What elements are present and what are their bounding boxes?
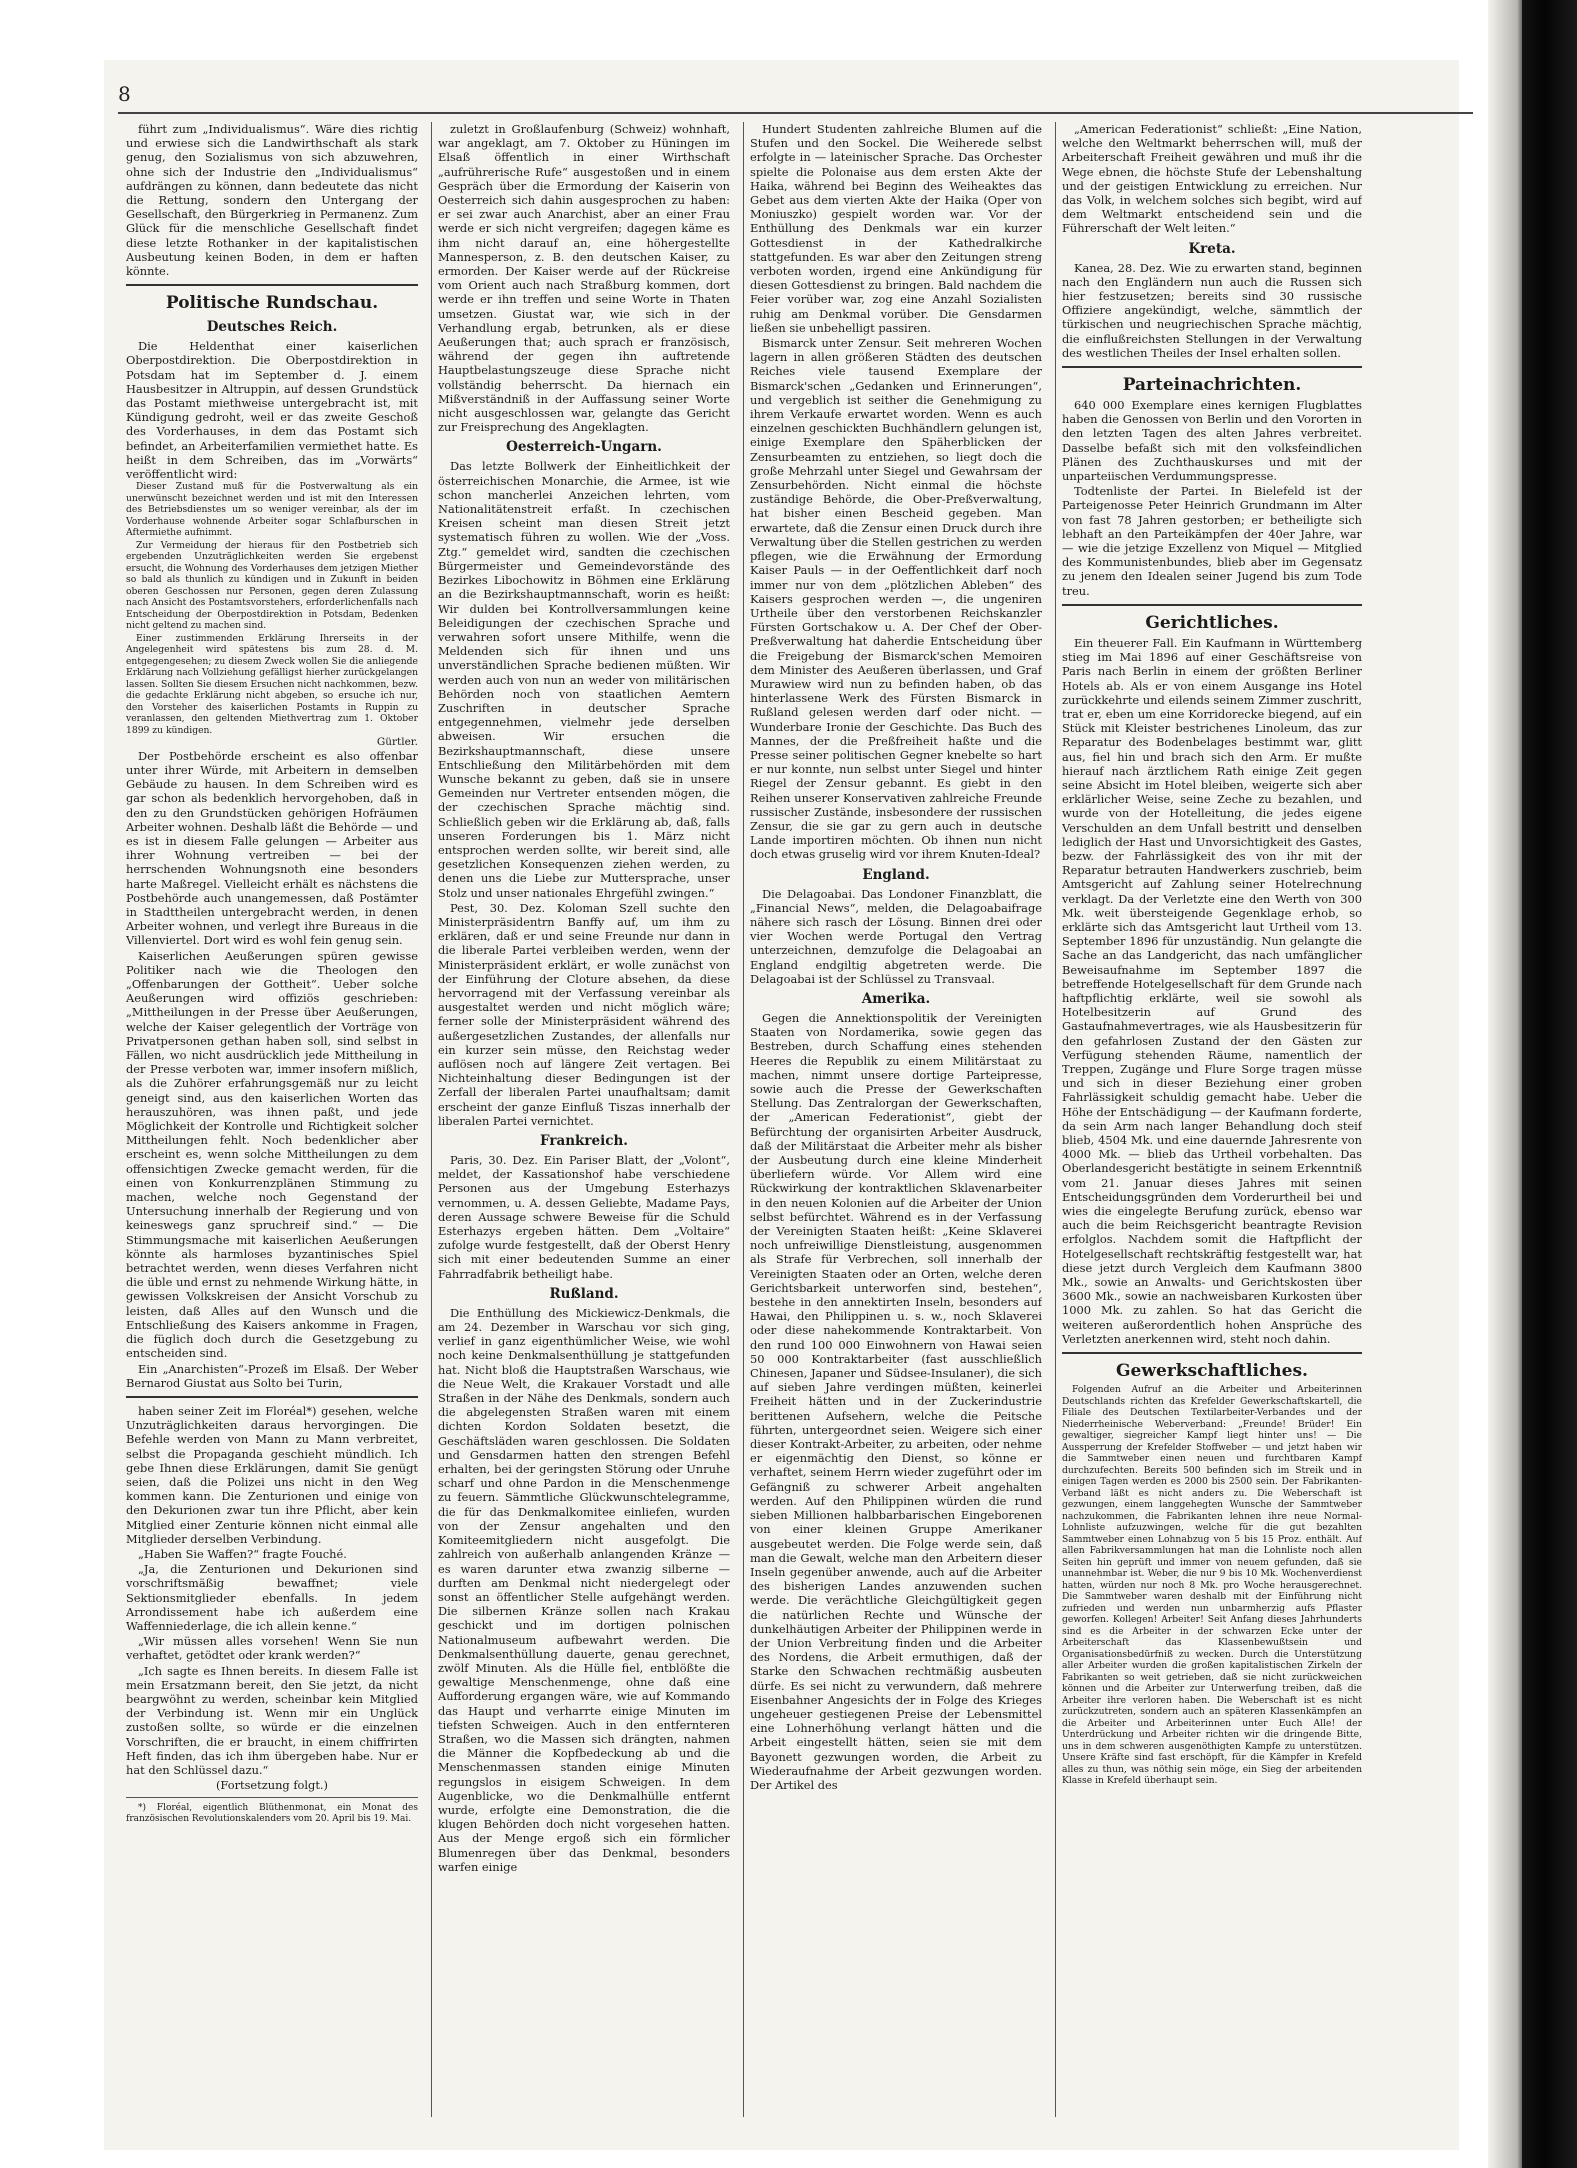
appeal-text-block xyxy=(1062,1384,1362,1787)
continuation-note: (Fortsetzung folgt.) xyxy=(215,1778,328,1793)
section-divider xyxy=(1062,604,1362,606)
article-text: Kanea, 28. Dez. Wie zu erwarten stand, beginnen nach den Engländern nun auch die Russen sich hier festzusetzen; bereits sind 30 russische Offiziere angekündigt, welche, sämmtlich der türkischen und neugriechischen Sprache mächtig, die einflußreichsten Stellungen in der Verwaltung des westlichen Theiles der Insel erhalten sollen. xyxy=(1062,260,1362,360)
article-text: Pest, 30. Dez. Koloman Szell suchte den Ministerpräsidentrn Banffy auf, um ihm zu erklären, daß er und seine Freunde nur dann in die liberale Partei verbleiben werden, wenn der Ministerpräsident erklärt, er wolle zunächst von der Einführung der Cloture absehen, da diese hervorragend mit der Verfassung vereinbar als ausgestaltet werden und nicht möglich wäre; ferner solle der Ministerpräsident während des außergesetzlichen Zustandes, der allenfalls nur ein kurzer sein müsse, den Reichstag weder auflösen noch auf längere Zeit vertagen. Bei Nichteinhaltung dieser Bedingungen ist der Zerfall der liberalen Partei unaufhaltsam; damit erscheint der ganze Einfluß Tiszas innerhalb der liberalen Partei vernichtet. xyxy=(438,900,730,1128)
section-divider xyxy=(1062,366,1362,368)
article-text: Die Heldenthat einer kaiserlichen Oberpostdirektion. Die Oberpostdirektion in Potsdam hat im September d. J. einem Hausbesitzer in Altruppin, auf dessen Grundstück das Postamt miethweise untergebracht ist, mit Kündigung gedroht, weil er das zweite Geschoß des Vorderhauses, in dem das Postamt sich befindet, an Arbeiterfamilien vermiethet hatte. Es heißt in dem Schreiben, das im „Vorwärts“ veröffentlicht wird: xyxy=(126,339,418,482)
article-text: Hundert Studenten zahlreiche Blumen auf die Stufen und den Sockel. Die Weiherede selbst erfolgte in — lateinischer Sprache. Das Orchester spielte die Polonaise aus dem ersten Akte der Haika, während bei Beginn des Weiheaktes das Gebet aus dem vierten Akte der Haika (Oper von Moniuszko) gespielt worden war. Vor der Enthüllung des Denkmals war ein kurzer Gottesdienst in der Kathedralkirche stattgefunden. Es war aber den Zeitungen streng verboten worden, irgend eine Ankündigung für diesen Gottesdienst zu bringen. Bald nachdem die Feier vorüber war, zog eine Anzahl Sozialisten ruhig am Denkmal vorüber. Die Gensdarmen ließen sie unbehelligt passiren. xyxy=(750,122,1042,335)
column-2 xyxy=(438,122,730,2132)
page-number: 8 xyxy=(118,82,131,106)
article-text: Die Enthüllung des Mickiewicz-Denkmals, die am 24. Dezember in Warschau vor sich ging, verlief in ganz eigenthümlicher Weise, wie wohl noch keine Denkmalsenthüllung je stattgefunden hat. Nicht bloß die Hauptstraßen Warschaus, wie die Neue Welt, die Krakauer Vorstadt und alle Straßen in der Nähe des Denkmals, sondern auch die abgelegensten Straßen waren mit einem dichten Kordon Soldaten besetzt, die Geschäftsläden waren geschlossen. Die Soldaten und Gensdarmen hatten den strengen Befehl erhalten, bei der geringsten Störung oder Unruhe scharf und ohne Pardon in die Menschenmenge zu feuern. Sämmtliche Glückwunschtelegramme, die für das Denkmalkomitee einliefen, wurden von der Zensur angehalten und den Komiteemitgliedern nicht ausgefolgt. Die zahlreich von außerhalb anlangenden Kränze — es waren darunter etwa zwanzig silberne — durften am Denkmal nicht niedergelegt oder sonst an öffentlicher Stelle aufgehängt werden. Die silbernen Kränze sollen nach Krakau geschickt und im dortigen polnischen Nationalmuseum aufbewahrt werden. Die Denkmalsenthüllung dauerte, genau gerechnet, zwölf Minuten. Als die Hülle fiel, entblößte die gewaltige Menschenmenge, ohne daß eine Aufforderung ergangen wäre, wie auf Kommando das Haupt und verharrte einige Minuten im tiefsten Schweigen. Auch in den entfernteren Straßen, wo die Massen sich drängten, nahmen die Männer die Kopfbedeckung ab und die Menschenmassen standen einige Minuten regungslos in eisigem Schweigen. In dem Augenblicke, wo die Denkmalhülle entfernt wurde, erfolgte eine Demonstration, die die klugen Behörden doch nicht vorgesehen hatten. Aus der Menge ergoß sich ein förmlicher Blumenregen über das Denkmal, besonders warfen einige xyxy=(438,1305,730,1874)
scan-dark-edge xyxy=(1522,0,1577,2168)
novel-text: „Haben Sie Waffen?“ fragte Fouché. xyxy=(138,1546,347,1561)
novel-text: „Ich sagte es Ihnen bereits. In diesem Falle ist mein Ersatzmann bereit, den Sie jetzt, da nicht beargwöhnt zu werden, scheinbar kein Mitglied der Verbindung ist. Wenn mir ein Unglück zustoßen sollte, so würde er die einzelnen Vorschriften, die er braucht, in einem chiffrirten Heft finden, das ich ihm übergeben habe. Nur er hat den Schlüssel dazu.“ xyxy=(126,1663,418,1777)
article-text: 640 000 Exemplare eines kernigen Flugblattes haben die Genossen von Berlin und den Vororten in den letzten Tagen des alten Jahres verbreitet. Dasselbe befaßt sich mit den volksfeindlichen Plänen des Zuchthauskurses und mit der unparteiischen Verdummungspresse. xyxy=(1062,398,1362,484)
article-text: Bismarck unter Zensur. Seit mehreren Wochen lagern in allen größeren Städten des deutschen Reiches viele tausend Exemplare der Bismarck'schen „Gedanken und Erinnerungen“, und vergeblich ist seither die Genehmigung zu ihrem Verkaufe erwartet worden. Wenn es auch einzelnen geschickten Buchhändlern gelungen ist, einige Exemplare den Späherblicken der Zensurbeamten zu entziehen, so liegt doch die große Mehrzahl unter Siegel und Gewahrsam der Zensurbehörden. Nicht einmal die höchste zuständige Behörde, die Ober-Preßverwaltung, hat bisher einen Bescheid gegeben. Man erwartete, daß die Zensur einen Druck durch ihre Verwaltung über die Stellen gestrichen zu werden pflegen, wie die Erwähnung der Ermordung Kaiser Pauls — in der Oeffentlichkeit darf noch immer nur von dem „plötzlichen Ableben“ des Kaisers gesprochen werden —, die ungeniren Urtheile über den verstorbenen Reichskanzler Fürsten Gortschakow u. A. Der Chef der Ober-Preßverwaltung hat daherdie Entscheidung über die Freigebung der Bismarck'schen Memoiren dem Minister des Aeußeren überlassen, und Graf Murawiew wird nun zu befinden haben, ob das hinterlassene Werk des Fürsten Bismarck in Rußland gelesen werden darf oder nicht. — Wunderbare Ironie der Geschichte. Das Buch des Mannes, der die Preßfreiheit haßte und die Presse seiner politischen Gegner knebelte so hart er nur konnte, nun selbst unter Siegel und hinter Riegel der Zensur gebannt. Es giebt in den Reihen unserer Konservativen zahlreiche Freunde russischer Zustände, insbesondere der russischen Zensur, die sie gar zu gern auch in deutsche Lande importiren möchten. Ob ihnen nun nicht doch etwas gruselig wird vor ihrem Knuten-Ideal? xyxy=(750,336,1042,862)
footnote-divider xyxy=(126,1797,418,1798)
quoted-letter xyxy=(126,481,418,749)
subheading-deutsches-reich: Deutsches Reich. xyxy=(206,319,338,336)
subheading-amerika: Amerika. xyxy=(861,990,931,1007)
quoted-text: Einer zustimmenden Erklärung Ihrerseits in der Angelegenheit wird spätestens bis zum 28. d. M. entgegengesehen; zu diesem Zweck wollen Sie die anliegende Erklärung nach Vollziehung gefälligst hierher zurückgelangen lassen. Sollten Sie diesem Ersuchen nicht nachkommen, bezw. die gedachte Erklärung nicht abgeben, so ersuche ich nur, den Vorsteher des kaiserlichen Postamts in Ruppin zu veranlassen, den geltenden Miethvertrag zum 1. Oktober 1899 zu kündigen. xyxy=(126,632,418,736)
article-text: Das letzte Bollwerk der Einheitlichkeit der österreichischen Monarchie, die Armee, ist wie schon mancherlei Anzeichen lehrten, vom Nationalitätenstreit erfaßt. In czechischen Kreisen scheint man diesen Streit jetzt systematisch führen zu wollen. Wie der „Voss. Ztg.“ gemeldet wird, sandten die czechischen Bürgermeister und Gemeindevorstände des Bezirkes Libochowitz in Böhmen eine Erklärung an die Bezirkshauptmannschaft, worin es heißt: Wir dulden bei Kontrollversammlungen keine Beleidigungen der czechischen Sprache und verwahren sofort unsere Mithilfe, wenn die Meldenden sich für ihnen und uns unverständlichen Sprache bedienen müßten. Wir werden auch von nun an weder von militärischen Behörden noch von staatlichen Aemtern Zuschriften in deutscher Sprache entgegennehmen, vielmehr jede derselben abweisen. Wir ersuchen die Bezirkshauptmannschaft, diese unsere Entschließung den Militärbehörden mit dem Wunsche bekannt zu geben, daß sie in unsere Gemeinden nur Vertreter entsenden mögen, die der czechischen Sprache mächtig sind. Schließlich geben wir die Erklärung ab, daß, falls unseren Forderungen bis 1. März nicht entsprochen werden sollte, wir bereit sind, alle gesetzlichen Konsequenzen ziehen werden, zu denen uns die Liebe zur Muttersprache, unser Stolz und unser nationales Ehrgefühl zwingen.“ xyxy=(438,459,730,900)
section-heading-politische-rundschau: Politische Rundschau. xyxy=(165,293,379,314)
quoted-signature: Gürtler. xyxy=(376,736,418,749)
article-text: zuletzt in Großlaufenburg (Schweiz) wohnhaft, war angeklagt, am 7. Oktober zu Hüningen im Elsaß öffentlich in einer Wirthschaft „aufrührerische Rufe“ ausgestoßen und in einem Gespräch über die Ermordung der Kaiserin von Oesterreich sich dahin ausgesprochen zu haben: er sei zwar auch Anarchist, aber an einer Frau werde er sich nicht vergreifen; dagegen käme es ihm nicht darauf an, eine höhergestellte Mannesperson, z. B. den deutschen Kaiser, zu ermorden. Der Kaiser werde auf der Rückreise vom Orient auch nach Straßburg kommen, dort werde er ihn treffen und seine Worte in Thaten umsetzen. Giustat war, wie sich in der Verhandlung ergab, betrunken, als er diese Aeußerungen that; auch sprach er französisch, während der gegen ihn auftretende Hauptbelastungszeuge diese Sprache nicht vollständig beherrscht. Da hiernach ein Mißverständniß in der Auffassung seiner Worte nicht ausgeschlossen war, gelangte das Gericht zur Freisprechung des Angeklagten. xyxy=(438,122,730,435)
section-heading-gerichtliches: Gerichtliches. xyxy=(1145,612,1279,633)
novel-text: „Ja, die Zenturionen und Dekurionen sind vorschriftsmäßig bewaffnet; viele Sektionsmitglieder ebenfalls. In jedem Arrondissement habe ich außerdem eine Waffenniederlage, die ich allein kenne.“ xyxy=(126,1562,418,1633)
subheading-kreta: Kreta. xyxy=(1188,240,1236,257)
appeal-text: Folgenden Aufruf an die Arbeiter und Arbeiterinnen Deutschlands richten das Krefelder Gewerkschaftskartell, die Filiale des Deutschen Textilarbeiter-Verbandes und der Niederrheinische Weberverband: „Freunde! Brüder! Ein gewaltiger, siegreicher Kampf liegt hinter uns! — Die Aussperrung der Krefelder Stoffweber — und jetzt haben wir die Sammtweber einen neuen und furchtbaren Kampf durchzufechten. Bereits 500 befinden sich im Streik und in einigen Tagen werden es 2000 bis 2500 sein. Der Fabrikanten-Verband läßt es nicht anders zu. Die Weberschaft ist gezwungen, einem langgehegten Wunsche der Sammtweber nachzukommen, die Fabrikanten lehnen ihre neue Normal-Lohnliste aufzuzwingen, welche für die gut bezahlten Sammtweber einen Lohnabzug von 5 bis 15 Proz. enthält. Auf allen Fabrikversammlungen hat man die Lohnliste noch allen Seiten hin geprüft und immer von neuem gefunden, daß sie unannehmbar ist. Weber, die nur 9 bis 10 Mk. Wochenverdienst hatten, würden nur noch 8 Mk. pro Woche herausgerechnet. Die Sammtweber waren deshalb mit der Einführung nicht zufrieden und werden nun unbarmherzig aufs Pflaster geworfen. Kollegen! Arbeiter! Seit Anfang dieses Jahrhunderts sind es die Arbeiter in der schwarzen Ecke unter der Arbeiterschaft das Klassenbewußtsein und Organisationsbedürfniß zu wecken. Durch die Unterstützung aller Arbeiter wurden die großen kapitalistischen Zirkeln der Fabrikanten so weit getrieben, daß sie nicht zurückweichen können und die Arbeiter zur Unterwerfung treiben, daß die Arbeiter ihre verloren haben. Die Weberschaft ist es nicht zurückzutreten, sondern auch an späteren Klassenkämpfen an die Arbeiter und Arbeiterinnen unter Euch Alle! der Unterdrückung und Arbeiter richten wir die dringende Bitte, uns in dem schweren ausgenöthigten Kampfe zu unterstützen. Unsere Kräfte sind fast erschöpft, für die Kämpfer in Krefeld alles zu thun, was nöthig sein möge, ein Sieg der arbeitenden Klasse in Krefeld überhaupt sein. xyxy=(1062,1384,1362,1787)
article-text: „American Federationist“ schließt: „Eine Nation, welche den Weltmarkt beherrschen will, muß der Arbeiterschaft Freiheit gewähren und muß ihr die Wege ebnen, die höchste Stufe der Lebenshaltung und der geistigen Entwicklung zu erreichen. Nur das Volk, in welchem solches sich begibt, wird auf dem Weltmarkt entscheidend sein und die Führerschaft der Welt leiten.“ xyxy=(1062,122,1362,236)
header-rule xyxy=(118,112,1473,114)
subheading-oesterreich-ungarn: Oesterreich-Ungarn. xyxy=(506,439,662,456)
column-1 xyxy=(126,122,418,2132)
feuilleton-divider xyxy=(126,1396,418,1398)
column-4 xyxy=(1062,122,1362,2132)
subheading-england: England. xyxy=(862,866,930,883)
subheading-frankreich: Frankreich. xyxy=(540,1133,628,1150)
footnote: *) Floréal, eigentlich Blüthenmonat, ein Monat des französischen Revolutionskalenders vom 20. April bis 19. Mai. xyxy=(126,1803,418,1825)
article-text: Kaiserlichen Aeußerungen spüren gewisse Politiker nach wie die Theologen den „Offenbarungen der Gottheit“. Ueber solche Aeußerungen wird offiziös geschrieben: „Mittheilungen in der Presse über Aeußerungen, welche der Kaiser gelegentlich der Vorträge von Privatpersonen gethan haben soll, sind selbst in Fällen, wo nicht ausdrücklich jede Mittheilung in der Presse verboten war, immer insofern mißlich, als die Zuhörer erfahrungsgemäß nur zu leicht geneigt sind, aus den kaiserlichen Worten das herauszuhören, was ihnen paßt, und jede Möglichkeit der Kontrolle und Richtigkeit solcher Mittheilungen fehlt. Noch bedenklicher aber erscheint es, wenn solche Mittheilungen zu dem offensichtigen Zwecke gemacht werden, für die einen von Konkurrenzplänen Stimmung zu machen, welche noch Gegenstand der Untersuchung innerhalb der Regierung und von keineswegs ganz spruchreif sind.“ — Die Stimmungsmache mit kaiserlichen Aeußerungen könnte als harmloses byzantinisches Spiel betrachtet werden, wenn dieses Verfahren nicht die üble und ernst zu nehmende Wirkung hätte, in gewissen Volkskreisen der Ansicht Vorschub zu leisten, daß Alles auf den Wunsch und die Entschließung des Kaisers ankomme in Fragen, die füglich doch durch die Gesetzgebung zu entscheiden sind. xyxy=(126,948,418,1361)
section-heading-parteinachrichten: Parteinachrichten. xyxy=(1122,375,1302,396)
scan-shadow-strip xyxy=(1488,0,1522,2168)
quoted-text: Zur Vermeidung der hieraus für den Postbetrieb sich ergebenden Unzuträglichkeiten werden Sie ergebenst ersucht, die Wohnung des Vorderhauses dem jetzigen Miether so bald als thunlich zu kündigen und in Zukunft in beiden oberen Geschossen nur Personen, gegen deren Zulassung nach Ansicht des Postamtsvorstehers, erforderlichenfalls nach Entscheidung der Oberpostdirektion in Potsdam, Bedenken nicht geltend zu machen sind. xyxy=(126,539,418,632)
article-text: Der Postbehörde erscheint es also offenbar unter ihrer Würde, mit Arbeitern in demselben Gebäude zu hausen. In dem Schreiben wird es gar schon als bedenklich hervorgehoben, daß in den zu den Grundstücken gehörigen Hofräumen Arbeiter wohnen. Deshalb läßt die Behörde — und es ist in diesem Falle gelungen — Arbeiter aus ihrer Wohnung vertreiben — bei der herrschenden Wohnungsnoth eine besonders harte Maßregel. Vielleicht erhält es nächstens die Postbehörde auch unangemessen, daß Postämter in Stadttheilen untergebracht werden, in denen Arbeiter wohnen, und verlegt ihre Bureaus in die Villenviertel. Dort wird es wohl fein genug sein. xyxy=(126,748,418,948)
article-text: Ein „Anarchisten“-Prozeß im Elsaß. Der Weber Bernarod Giustat aus Solto bei Turin, xyxy=(126,1361,418,1390)
novel-text: „Wir müssen alles vorsehen! Wenn Sie nun verhaftet, getödtet oder krank werden?“ xyxy=(126,1634,418,1663)
column-3 xyxy=(750,122,1042,2132)
subheading-russland: Rußland. xyxy=(549,1285,619,1302)
section-divider xyxy=(126,284,418,286)
article-text: Paris, 30. Dez. Ein Pariser Blatt, der „Volont“, meldet, der Kassationshof habe verschiedene Personen aus der Umgebung Esterhazys vernommen, u. A. dessen Geliebte, Madame Pays, deren Aussage schwere Beweise für die Schuld Esterhazys ergeben hätten. Dem „Voltaire“ zufolge wurde festgestellt, daß der Oberst Henry sich mit einer bedeutenden Summe an einer Fahrradfabrik betheiligt habe. xyxy=(438,1153,730,1281)
column-rule xyxy=(1055,122,1056,2117)
novel-text: haben seiner Zeit im Floréal*) gesehen, welche Unzuträglichkeiten daraus hervorgingen. Die Befehle werden von Mann zu Mann verbreitet, selbst die Propaganda geschieht mündlich. Ich gebe Ihnen diese Erklärungen, damit Sie genügt seien, daß die Polizei uns nicht in den Weg kommen kann. Die Zenturionen und einige von den Dekurionen zwar tun ihre Pflicht, aber kein Mitglied einer Zenturie können nicht einmal alle Mitglieder derselben Verbindung. xyxy=(126,1403,418,1546)
quoted-text: Dieser Zustand muß für die Postverwaltung als ein unerwünscht bezeichnet werden und ist mit den Interessen des Betriebsdienstes um so weniger vereinbar, als der im Vorderhause wohnende Arbeiter sogar Schlafburschen in Aftermiethe aufnimmt. xyxy=(126,481,418,539)
section-heading-gewerkschaftliches: Gewerkschaftliches. xyxy=(1116,1361,1308,1382)
article-text: führt zum „Individualismus“. Wäre dies richtig und erwiese sich die Landwirthschaft als stark genug, den Sozialismus von sich abzuwehren, ohne sich der Industrie den „Individualismus“ aufdrängen zu können, dann bedeutete das nicht die Rettung, sondern den Untergang der Gesellschaft, den Bürgerkrieg in Permanenz. Zum Glück für die menschliche Gesellschaft findet diese letzte Rothanker in der kapitalistischen Ausbeutung keinen Boden, in dem er haften könnte. xyxy=(126,122,418,279)
article-text: Ein theuerer Fall. Ein Kaufmann in Württemberg stieg im Mai 1896 auf einer Geschäftsreise von Paris nach Berlin in einem der größten Berliner Hotels ab. Als er von einem Ausgange ins Hotel zurückkehrte und eilends seinem Zimmer zuschritt, trat er, eben um eine Korridorecke biegend, auf ein Stück mit Kleister bestrichenes Linoleum, das zur Reparatur des Bodenbelages bestimmt war, glitt aus, fiel hin und brach sich den Arm. Er mußte hierauf nach ärztlichem Rath einige Zeit gegen seine Absicht im Hotel bleiben, weigerte sich aber erklärlicher Weise, seine Zeche zu bezahlen, und wurde von der Hotelleitung, die jedes eigene Verschulden an dem Unfall bestritt und denselben lediglich der Hast und Unvorsichtigkeit des Gastes, bezw. der Fahrlässigkeit des von ihr mit der Reparatur betrauten Handwerkers zuschrieb, beim Amtsgericht auf Zahlung seiner Hotelrechnung verklagt. Da der Verletzte eine den Werth von 300 Mk. weit übersteigende Gegenklage erhob, so erklärte sich das Amtsgericht laut Urtheil vom 13. September 1896 für unzuständig. Nun gelangte die Sache an das Landgericht, das nach umfänglicher Beweisaufnahme im September 1897 die betreffende Hotelgesellschaft für dem Grunde nach haftpflichtig erklärte, weil sie sowohl als Hotelbesitzerin auf Grund des Gastaufnahmevertrages, wie als Hausbesitzerin für den gefahrlosen Zustand der den Gästen zur Verfügung stehenden Räume, namentlich der Treppen, Zugänge und Flure Sorge tragen müsse und sich in dieser Beziehung einer groben Fahrlässigkeit schuldig gemacht habe. Ueber die Höhe der Entschädigung — der Kaufmann forderte, da sein Arm nach langer Behandlung doch steif blieb, 4504 Mk. und eine dauernde Jahresrente von 4000 Mk. — blieb das Urtheil vorbehalten. Das Oberlandesgericht bestätigte in seinem Erkenntniß vom 21. Januar dieses Jahres mit seinen Entscheidungsgründen dem Vorderurtheil bei und wies die eingelegte Berufung zurück, ebenso war auch die beim Reichsgericht beantragte Revision erfolglos. Nachdem somit die Haftpflicht der Hotelgesellschaft rechtskräftig festgestellt war, hat diese jetzt durch Vergleich dem Kaufmann 3800 Mk., sowie an Anwalts- und Gerichtskosten über 3600 Mk., sowie an nachweisbaren Kurkosten über 1000 Mk. zu zahlen. So hat das Gericht die weiteren außerordentlich hohen Ansprüche des Verletzten anerkennen wird, steht noch dahin. xyxy=(1062,635,1362,1346)
column-rule xyxy=(743,122,744,2117)
article-text: Gegen die Annektionspolitik der Vereinigten Staaten von Nordamerika, sowie gegen das Bestreben, durch Schaffung eines stehenden Heeres die Republik zu einem Militärstaat zu machen, nimmt unsere dortige Parteipresse, sowie auch die Presse der Gewerkschaften Stellung. Das Zentralorgan der Gewerkschaften, der „American Federationist“, giebt der Befürchtung der organisirten Arbeiter Ausdruck, daß der Militärstaat die Arbeiter mehr als bisher der Ausbeutung durch eine kleine Minderheit überliefern würde. Vor Allem wird eine Rückwirkung der kontraktlichen Sklavenarbeiter in den neuen Kolonien auf die Arbeiter der Union selbst befürchtet. Während es in der Verfassung der Vereinigten Staaten heißt: „Keine Sklaverei noch unfreiwillige Dienstleistung, ausgenommen als Strafe für Verbrechen, soll innerhalb der Vereinigten Staaten oder an Orten, welche deren Gerichtsbarkeit unterworfen sind, bestehen“, bestehe in den annektirten Inseln, besonders auf Hawai, den Philippinen u. s. w., noch Sklaverei oder diese nahekommende Kontraktarbeit. Von den rund 100 000 Einwohnern von Hawai seien 50 000 Kontraktarbeiter (fast ausschließlich Chinesen, Japaner und Südsee-Insulaner), die sich auf sieben Jahre verdingen müßten, keinerlei Freiheit hätten und in der Zuckerindustrie berittenen Aufsehern, welche die Peitsche führten, untergeordnet seien. Weigere sich einer dieser Kontrakt-Arbeiter, zu arbeiten, oder nehme er eigenmächtig den Dienst, so könne er verhaftet, seinem Herrn wieder zugeführt oder im Gefängniß zu schwerer Arbeit angehalten werden. Auf den Philippinen würden die rund sieben Millionen halbbarbarischen Eingeborenen von einer kleinen Gruppe Amerikaner ausgebeutet werden. Die Folge werde sein, daß man die Gewalt, welche man den Arbeitern dieser Inseln gegenüber anwende, auch auf die Arbeiter des bisherigen Landes anzuwenden suchen werde. Die verächtliche Gleichgültigkeit gegen die natürlichen Rechte und Wünsche der dunkelhäutigen Arbeiter der Philippinen werde in der Union Verbreitung finden und die Arbeiter des Nordens, die Arbeit ermuthigen, daß der Starke den Schwachen rechtmäßig ausbeuten dürfe. Es sei nicht zu verwundern, daß mehrere Eisenbahner Angesichts der in Folge des Krieges ungeheuer gestiegenen Preise der Lebensmittel eine Lohnerhöhung verlangt hätten und die Arbeit eingestellt hätten, seien sie mit dem Bayonett gezwungen worden, die Arbeit zu Wiederaufnahme der Arbeit gezwungen worden. Der Artikel des xyxy=(750,1010,1042,1792)
article-text: Todtenliste der Partei. In Bielefeld ist der Parteigenosse Peter Heinrich Grundmann im Alter von fast 78 Jahren gestorben; er betheiligte sich lebhaft an den Parteikämpfen der 40er Jahre, war — wie die jetzige Exzellenz von Miquel — Mitglied des Kommunistenbundes, blieb aber im Gegensatz zu jenem den Idealen seiner Jugend bis zum Tode treu. xyxy=(1062,484,1362,598)
article-text: Die Delagoabai. Das Londoner Finanzblatt, die „Financial News“, melden, die Delagoabaifrage nähere sich rasch der Lösung. Binnen drei oder vier Wochen werde Portugal den Vertrag unterzeichnen, demzufolge die Delagoabai an England endgiltig abgetreten werde. Die Delagoabai ist der Schlüssel zu Transvaal. xyxy=(750,886,1042,986)
column-rule xyxy=(431,122,432,2117)
section-divider xyxy=(1062,1352,1362,1354)
